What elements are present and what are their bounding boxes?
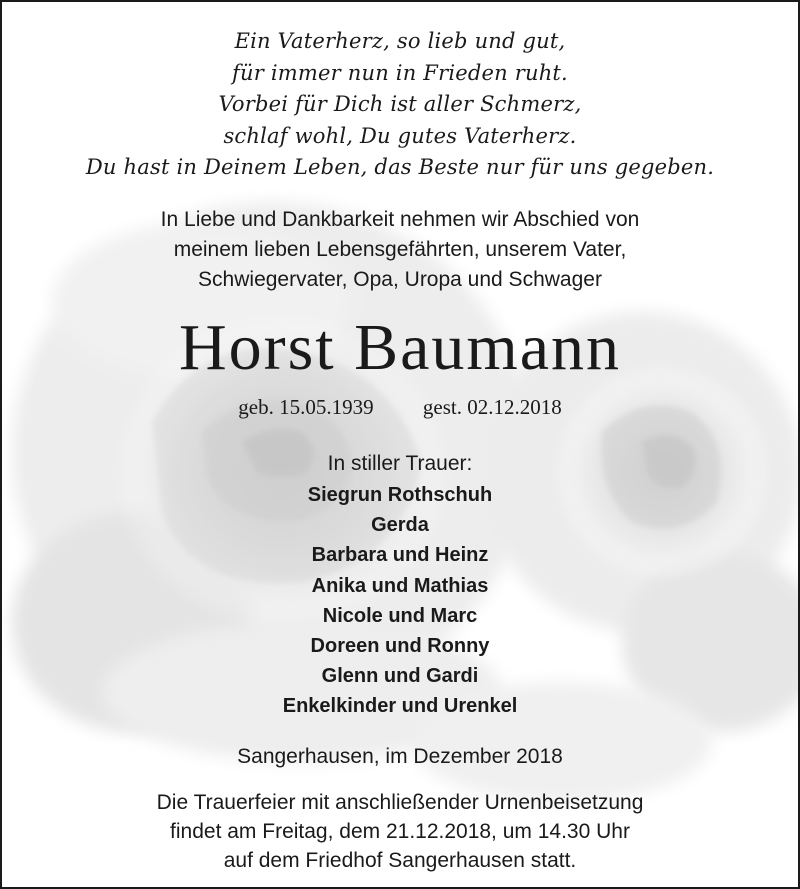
funeral-details [2,788,798,875]
funeral-line: Die Trauerfeier mit anschließender Urnenbeisetzung [156,791,644,814]
funeral-line: auf dem Friedhof Sangerhausen statt. [223,849,577,872]
death-date: gest. 02.12.2018 [422,395,562,419]
mourner-name: Doreen und Ronny [310,635,490,658]
mourners-list [2,480,798,722]
mourner-name: Barbara und Heinz [311,544,489,567]
mourner-name: Glenn und Gardi [321,665,479,688]
mourning-label: In stiller Trauer: [327,452,473,475]
poem-line: schlaf wohl, Du gutes Vaterherz. [223,123,577,148]
mourner-name: Nicole und Marc [322,604,478,627]
poem-line: Ein Vaterherz, so lieb und gut, [234,29,566,53]
life-dates [2,393,798,421]
mourner-name: Anika und Mathias [311,574,489,597]
mourner-name: Enkelkinder und Urenkel [282,695,518,718]
birth-date: geb. 15.05.1939 [238,395,374,419]
poem-line: Vorbei für Dich ist aller Schmerz, [218,92,582,116]
mourner-name: Gerda [371,514,429,537]
place-and-date: Sangerhausen, im Dezember 2018 [237,745,563,768]
intro-text [2,205,798,295]
deceased-name: Horst Baumann [178,311,622,384]
mourner-name: Siegrun Rothschuh [307,484,493,506]
intro-line: Schwiegervater, Opa, Uropa und Schwager [198,268,602,291]
poem-line: Du hast in Deinem Leben, das Beste nur für uns gegeben. [85,155,715,179]
poem [2,26,798,184]
funeral-line: findet am Freitag, dem 21.12.2018, um 14.30 Uhr [170,820,630,843]
intro-line: meinem lieben Lebensgefährten, unserem Vater, [173,238,627,261]
poem-line: für immer nun in Frieden ruht. [232,60,568,85]
intro-line: In Liebe und Dankbarkeit nehmen wir Abschied von [160,208,640,231]
